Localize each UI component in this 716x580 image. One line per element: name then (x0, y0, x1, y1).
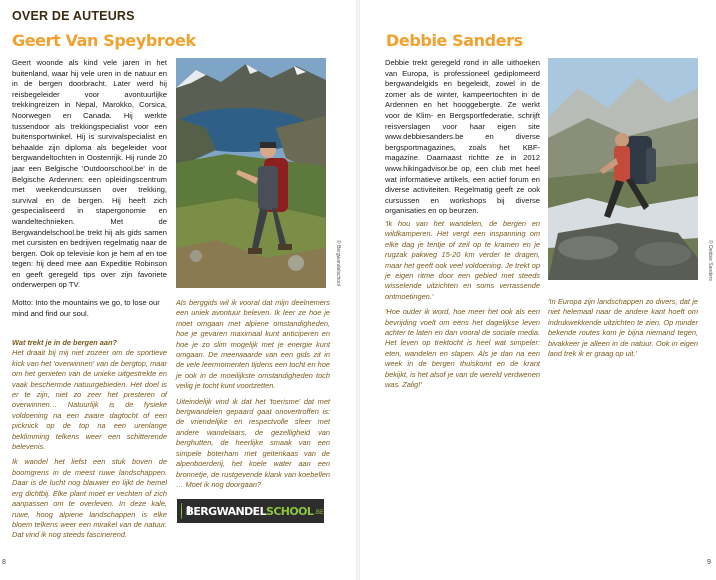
logo-text: BERGWANDELSCHOOL (185, 504, 314, 518)
bio-debbie: Debbie trekt geregeld rond in alle uithoeken van Europa, is professioneel gediplomeerd bergwandelgids en begeleidt, zowel in de zomer als de winter, kampeertochten in de Ardennen en het hooggebergte. Ze werkt voor de Klim- en Bergsportfederatie, schrijft reisverslagen voor haar eigen site www.debbiesanders.be en diverse bergsportmagazines, zoals het KBF-magazine. Daarnaast richtte ze in 2012 www.hikingadvisor.be op, een club met heel wat informatieve artikels, een actief forum en diverse activiteiten. Regelmatig geeft ze ook cursussen en workshops bij diverse organisaties en op beurzen. (385, 58, 540, 216)
photo-mountain-lake-hiker (176, 58, 326, 288)
interview-paragraph (12, 338, 167, 452)
photo-credit-geert: © Bergwandelschool (335, 240, 341, 286)
interview-paragraph (385, 307, 540, 390)
section-label: OVER DE AUTEURS (12, 9, 135, 23)
interview-answer: 'In Europa zijn landschappen zo divers, dat je niet helemaal naar de andere kant hoeft om indrukwekkende uitzichten te zien. Op minder bekende routes kom je bijna niemand tegen, bivakkeer je alleen in de natuur. Ook in eigen land trek ik er graag op uit.' (548, 297, 698, 359)
right-page (359, 0, 716, 580)
hiker-icon (181, 503, 182, 519)
author-name-debbie: Debbie Sanders (386, 31, 523, 50)
left-page (0, 0, 357, 580)
interview-paragraph (12, 457, 167, 540)
page-number-left: 8 (2, 559, 6, 566)
photo-debbie (548, 58, 698, 280)
interview-paragraph (385, 219, 540, 302)
logo-tld: .BE (314, 509, 324, 516)
interview-answer: Uiteindelijk vind ik dat het 'toerisme' dat met bergwandelen gepaard gaat onovertroffen is: de vriendelijke en respectvolle sfeer met andere wandelaars, de gezelligheid van berghutten, de heerlijke smaak van een simpele boterham met geitenkaas van de alpenboerderij, het koele water aan een bronnetje, de rustgevende klank van koebellen … Moet ik nog doorgaan? (176, 396, 330, 489)
interview-question: Wat trekt je in de bergen aan? (12, 338, 117, 347)
motto-geert: Motto: Into the mountains we go, to lose our mind and find our soul. (12, 298, 160, 318)
photo-geert (176, 58, 326, 288)
interview-answer: 'Ik hou van het wandelen, de bergen en wildkamperen. Het vergt een inspanning om elke dag je tentje of zeil op te kramen en je rugzak pakweg 15-20 km verder te dragen, maar het geeft ook veel voldoening. Je trekt op je eigen ritme door een gebied met steeds wisselende uitzichten en soms verrassende ontmoetingen.' (385, 219, 540, 301)
page-number-right: 9 (707, 559, 711, 566)
interview-paragraph (176, 298, 330, 392)
interview-debbie-col2 (548, 297, 698, 364)
interview-answer: Als berggids wil ik vooral dat mijn deelnemers een uniek avontuur beleven. Ik leer ze hoe je moet omgaan met alpiene omstandigheden, hoe je gevaren maximaal kunt anticiperen en hoe je zo slim mogelijk met je energie kunt omgaan. De meerwaarde van een gids zit in de vele leermomenten tijdens een tocht en hoe je ook in de moeilijkste omstandigheden toch veilig je tocht kunt voortzetten. (176, 298, 330, 391)
interview-answer: 'Hoe ouder ik word, hoe meer het ook als een bevrijding voelt om eens het dagelijkse leven achter te laten en dan vooral de sociale media. Het leven op trektocht is heel wat simpeler: eten, wandelen en slapen. Als je dan na een week in de bergen thuiskomt en de krant bekijkt, is het alsof je van de wereld verdwenen was. Zalig!' (385, 307, 540, 390)
interview-geert-col1 (12, 338, 167, 546)
interview-geert-col2 (176, 298, 330, 495)
bio-geert: Geert woonde als kind vele jaren in het buitenland, waar hij vele uren in de natuur en in de bergen doorbracht. Later werd hij reisbegeleider voor avontuurlijke trekkingreizen in Nepal, Marokko, Corsica, Noorwegen en Canada. Hij werkte tussendoor als trekkingspecialist voor een buitensportwinkel. Hij is survivalspecialist en behaalde zijn diploma als begeleider voor bergwandeltochten in Oostenrijk. Hij runde 20 jaar een Belgische 'Outdoorschool.be' in de Belgische Ardennen: een opleidingscentrum met weekendcursussen over trekking, survival en de bergen. Hij heeft zich gespecialiseerd in stapergonomie en wandeltechnieken. Met de Bergwandelschool.be trekt hij als gids samen met cursisten en bedrijven regelmatig naar de bergen. Ook op televisie kon je hem af en toe tegen: hij deed mee aan Expeditie Robinson en geeft geregeld tips over zijn favoriete onderwerpen op TV. (12, 58, 167, 290)
photo-hiker-mountain-stream (548, 58, 698, 280)
interview-paragraph (548, 297, 698, 359)
interview-answer: Ik wandel het liefst een stuk boven de boomgrens in de meest ruwe landschappen. Daar is de lucht nog blauwer en lijkt de hemel erg dichtbij. Elke plant moet er vechten of zich aanpassen om te overleven. In deze kale, ruwe, hoog alpiene landschappen is elke bloem telkens weer een mirakel van de natuur. Dat vind ik nog steeds fascinerend. (12, 457, 167, 540)
interview-paragraph (176, 397, 330, 491)
bergwandelschool-logo (177, 499, 324, 523)
photo-credit-debbie: © Debbie Sanders (707, 240, 713, 281)
author-name-geert: Geert Van Speybroek (12, 31, 196, 50)
interview-answer: Het draait bij mij niet zozeer om de sportieve kick van het 'overwinnen' van de bergtop, maar om het genieten van de unieke uitgestrekte en vaak beschermde natuurgebieden. Het doel is er te zijn, niet zo zeer het presteren of overwinnen… Natuurlijk is de fysieke voldoening na een zware dagtocht of een picknick op de top na een urenlange beklimming telkens weer een schitterende belevenis. (12, 348, 167, 452)
interview-debbie-col1 (385, 219, 540, 396)
